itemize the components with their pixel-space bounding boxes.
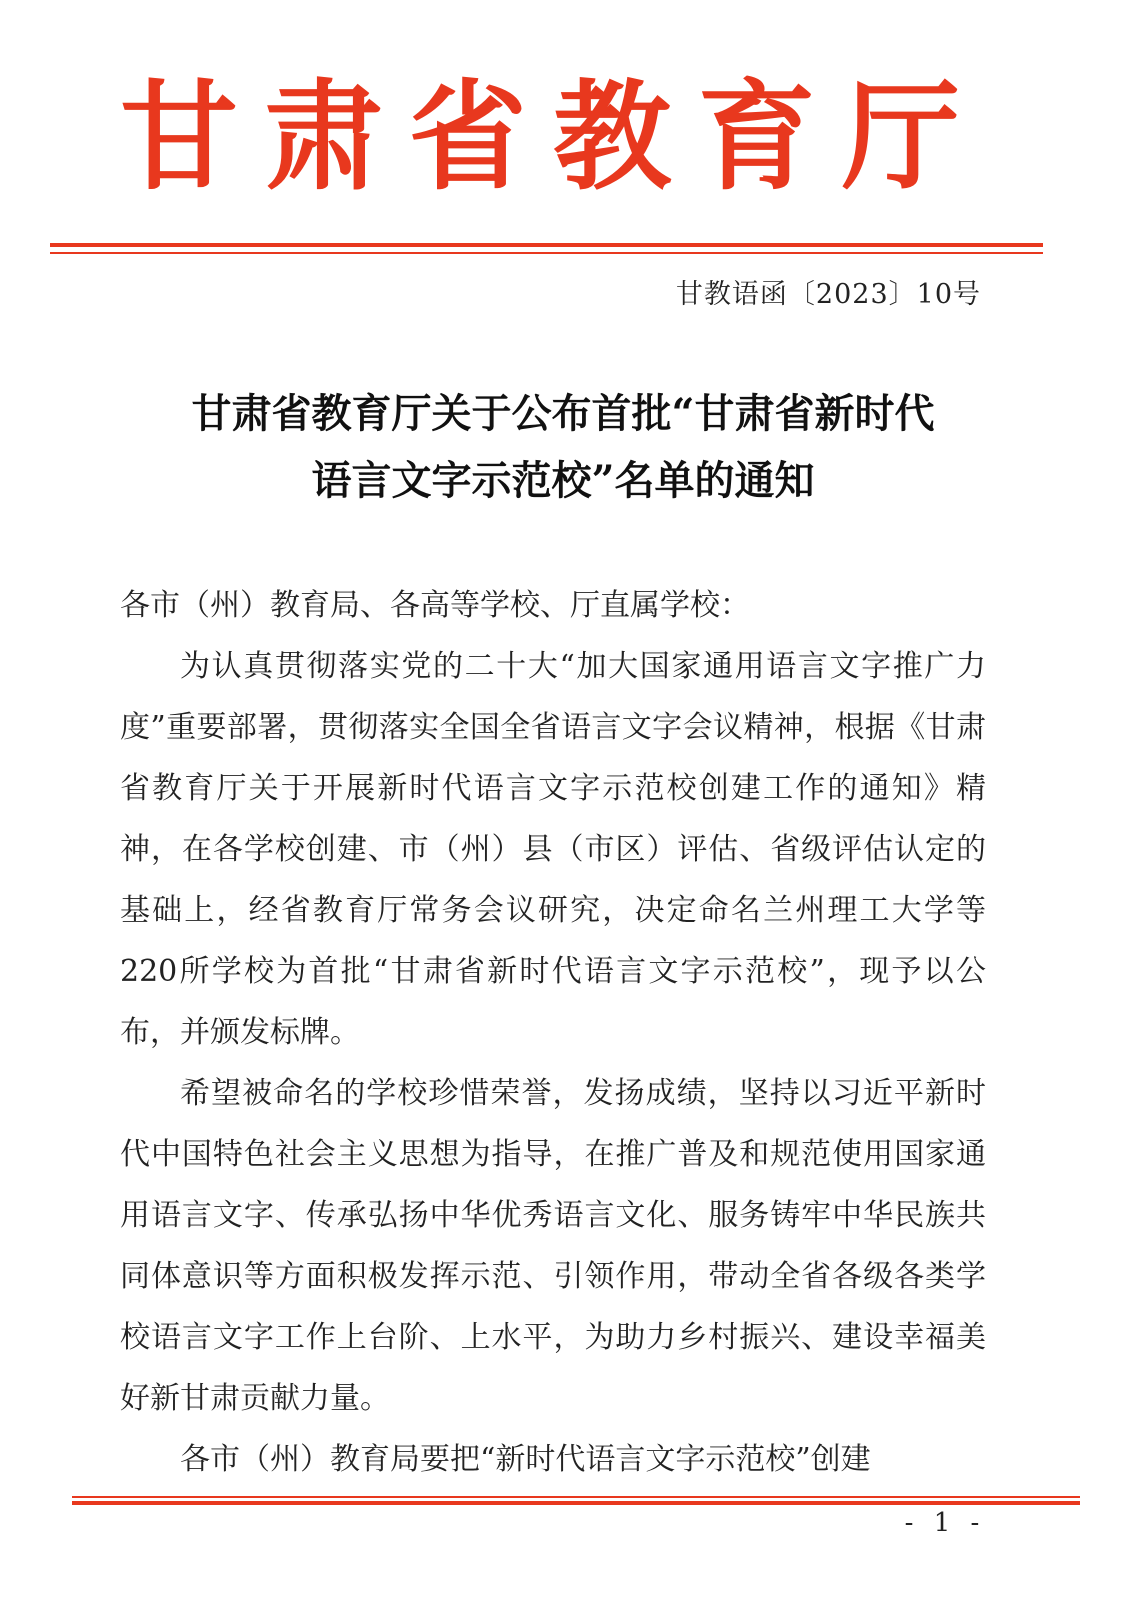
body-paragraph: 各市（州）教育局要把“新时代语言文字示范校”创建 <box>180 1442 871 1477</box>
header-rule-thick <box>50 243 1043 247</box>
page-number: - 1 - <box>904 1508 986 1538</box>
title-line-1: 甘肃省教育厅关于公布首批“甘肃省新时代 <box>191 390 935 437</box>
document-title <box>100 380 1026 514</box>
body-paragraph: 希望被命名的学校珍惜荣誉，发扬成绩，坚持以习近平新时代中国特色社会主义思想为指导，在推广普及和规范使用国家通用语言文字、传承弘扬中华优秀语言文化、服务铸牢中华民族共同体意识等方面积极发挥示范、引领作用，带动全省各级各类学校语言文字工作上台阶、上水平，为助力乡村振兴、建设幸福美好新甘肃贡献力量。 <box>120 1076 986 1416</box>
title-line-2: 语言文字示范校”名单的通知 <box>311 457 815 504</box>
footer-rule-thick <box>72 1501 1080 1505</box>
document-body <box>120 575 986 1490</box>
agency-masthead: 甘肃省教育厅 <box>120 68 960 206</box>
body-paragraph: 为认真贯彻落实党的二十大“加大国家通用语言文字推广力度”重要部署，贯彻落实全国全省语言文字会议精神，根据《甘肃省教育厅关于开展新时代语言文字示范校创建工作的通知》精神，在各学校创建、市（州）县（市区）评估、省级评估认定的基础上，经省教育厅常务会议研究，决定命名兰州理工大学等220所学校为首批“甘肃省新时代语言文字示范校”，现予以公布，并颁发标牌。 <box>120 649 986 1050</box>
footer-rule-thin <box>72 1496 1080 1498</box>
salutation: 各市（州）教育局、各高等学校、厅直属学校： <box>120 588 750 623</box>
document-number: 甘教语函〔2023〕10号 <box>675 279 981 310</box>
header-rule-thin <box>50 252 1043 254</box>
